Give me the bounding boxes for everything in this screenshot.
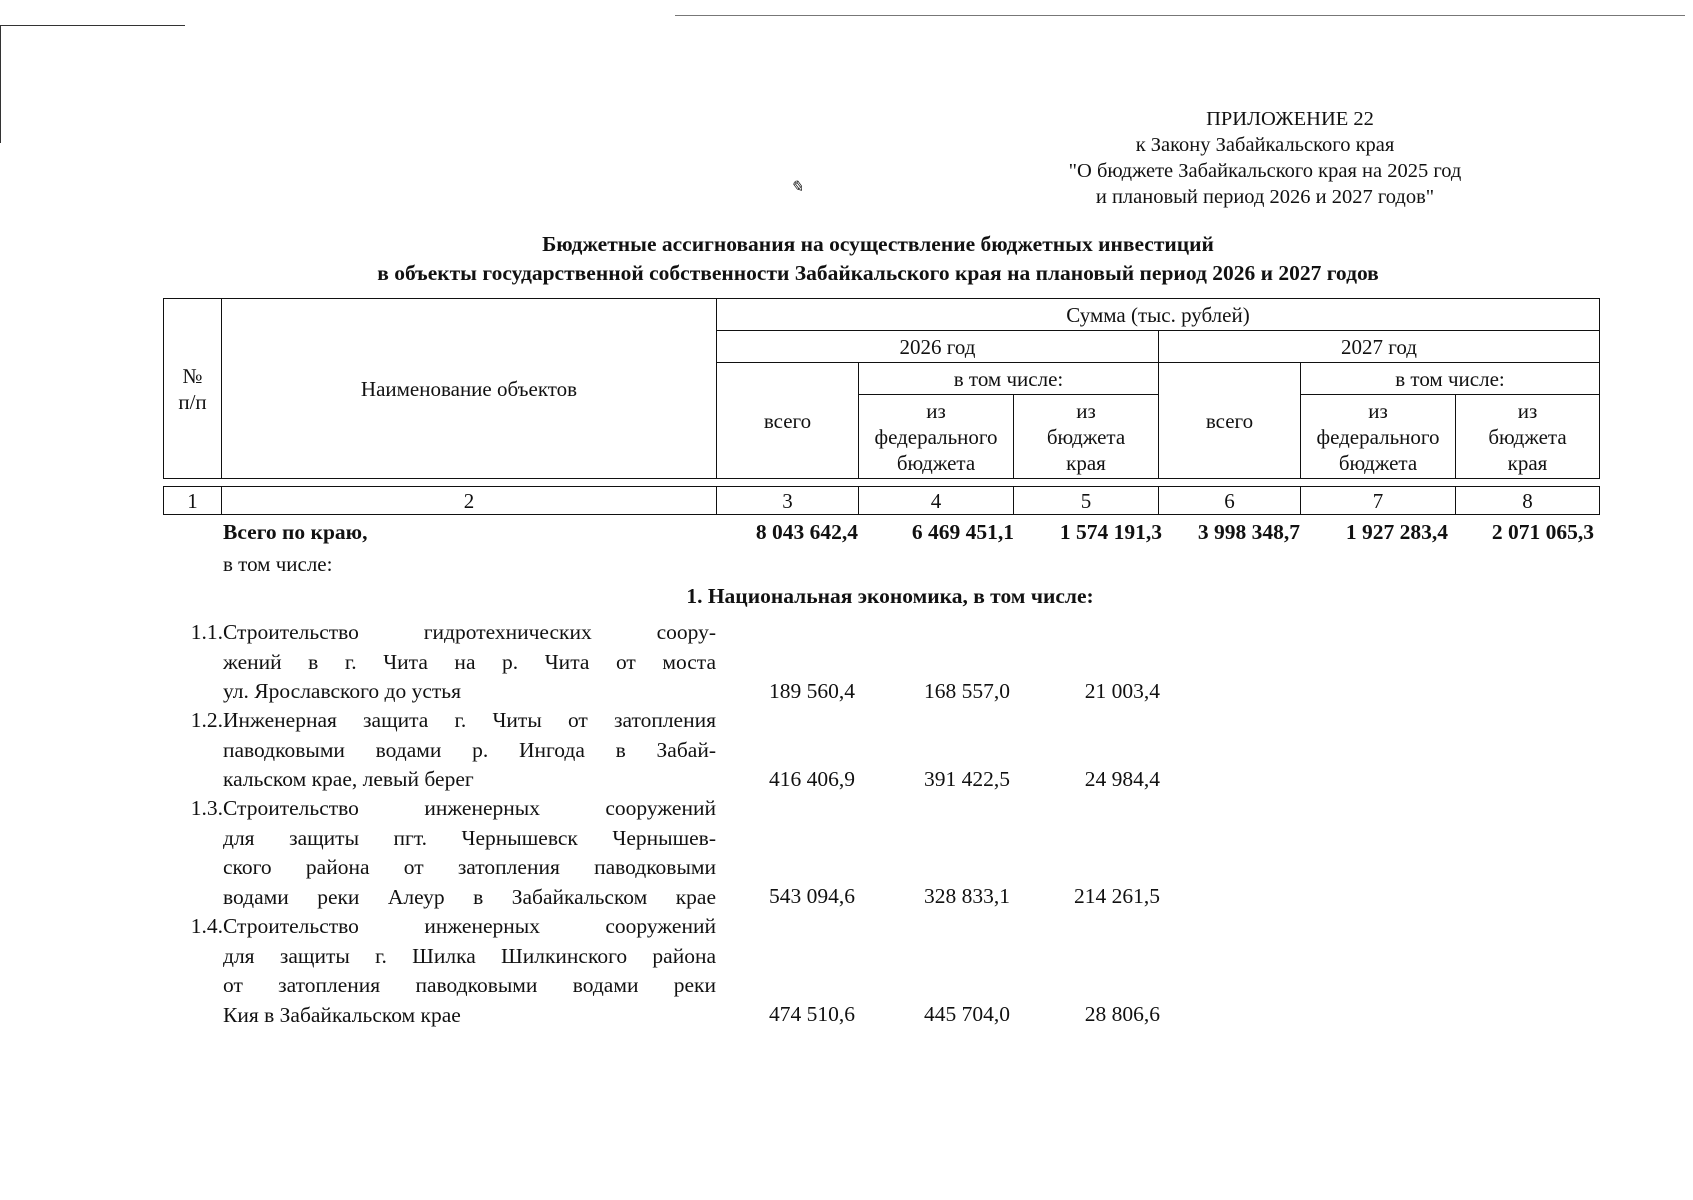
item-name-line: водами реки Алеур в Забайкальском крае <box>223 884 716 909</box>
header-total-2026: всего <box>717 363 859 479</box>
totals-row <box>163 520 1599 550</box>
item-name-line: ул. Ярославского до устья <box>223 679 462 703</box>
totals-label: Всего по краю, <box>223 520 368 544</box>
item-name <box>223 794 716 912</box>
scan-border-line <box>0 25 185 26</box>
item-federal: 168 557,0 <box>924 679 1010 703</box>
header-num: № п/п <box>164 299 222 479</box>
header-year-2027: 2027 год <box>1159 331 1600 363</box>
totals-sub-label: в том числе: <box>223 552 333 576</box>
header-year-2026: 2026 год <box>717 331 1159 363</box>
section-title: 1. Национальная экономика, в том числе: <box>686 584 1094 608</box>
item-name-line: кальском крае, левый берег <box>223 767 474 791</box>
item-name-line: для защиты пгт. Чернышевск Чернышев- <box>223 825 716 850</box>
item-name-line: Инженерная защита г. Читы от затопления <box>223 708 716 732</box>
total-value: 8 043 642,4 <box>755 520 858 544</box>
total-value: 3 998 348,7 <box>1197 520 1300 544</box>
item-regional: 28 806,6 <box>1084 1002 1160 1026</box>
item-name-line: жений в г. Чита на р. Чита от моста <box>223 649 716 674</box>
column-number: 1 <box>164 487 222 515</box>
column-number: 4 <box>859 487 1014 515</box>
total-value: 1 574 191,3 <box>1059 520 1162 544</box>
item-name <box>223 618 716 707</box>
header-including-2027: в том числе: <box>1301 363 1600 395</box>
item-number: 1.1. <box>190 620 223 644</box>
item-federal: 391 422,5 <box>924 767 1010 791</box>
header-including-2026: в том числе: <box>859 363 1159 395</box>
total-value: 2 071 065,3 <box>1491 520 1594 544</box>
item-name-line: Строительство инженерных сооружений <box>223 914 716 938</box>
item-regional: 24 984,4 <box>1084 767 1160 791</box>
header-sum: Сумма (тыс. рублей) <box>717 299 1600 331</box>
item-name-line: Строительство гидротехнических соору- <box>223 620 716 644</box>
item-name-line: Кия в Забайкальском крае <box>223 1002 461 1027</box>
annex-line: "О бюджете Забайкальского края на 2025 год <box>1068 160 1462 182</box>
column-number: 3 <box>717 487 859 515</box>
total-value: 6 469 451,1 <box>911 520 1014 544</box>
scan-speck: ✎ <box>790 179 804 196</box>
item-name-line: для защиты г. Шилка Шилкинского района <box>223 943 716 968</box>
item-federal: 445 704,0 <box>924 1002 1010 1026</box>
item-name-line: ского района от затопления паводковыми <box>223 855 716 879</box>
item-number: 1.4. <box>190 914 223 938</box>
column-number: 8 <box>1456 487 1600 515</box>
item-name <box>223 706 716 795</box>
document-title <box>160 230 1596 288</box>
annex-line: к Закону Забайкальского края <box>1135 134 1395 156</box>
document-title-line: Бюджетные ассигнования на осуществление бюджетных инвестиций <box>542 232 1214 256</box>
item-federal: 328 833,1 <box>924 884 1010 908</box>
column-number: 2 <box>222 487 717 515</box>
header-regional-2027: из бюджета края <box>1456 395 1600 479</box>
item-regional: 21 003,4 <box>1084 679 1160 703</box>
item-total: 189 560,4 <box>769 679 855 703</box>
item-regional: 214 261,5 <box>1074 884 1160 908</box>
item-name-line: Строительство инженерных сооружений <box>223 796 716 820</box>
item-name-line: от затопления паводковыми водами реки <box>223 973 716 997</box>
scan-border-line <box>0 25 1 143</box>
annex-line: и плановый период 2026 и 2027 годов" <box>1095 186 1435 208</box>
column-number: 5 <box>1014 487 1159 515</box>
header-federal-2027: из федерального бюджета <box>1301 395 1456 479</box>
item-number: 1.3. <box>190 796 223 820</box>
annex-header <box>985 106 1545 210</box>
header-total-2027: всего <box>1159 363 1301 479</box>
item-total: 474 510,6 <box>769 1002 855 1026</box>
header-name: Наименование объектов <box>222 299 717 479</box>
scan-border-line <box>675 15 1685 16</box>
table-header <box>163 298 1600 479</box>
column-number: 7 <box>1301 487 1456 515</box>
annex-title: ПРИЛОЖЕНИЕ 22 <box>1206 108 1374 130</box>
document-title-line: в объекты государственной собственности Забайкальского края на плановый период 2026 и 2027 годов <box>377 261 1379 285</box>
column-number: 6 <box>1159 487 1301 515</box>
total-value: 1 927 283,4 <box>1345 520 1448 544</box>
item-total: 543 094,6 <box>769 884 855 908</box>
header-regional-2026: из бюджета края <box>1014 395 1159 479</box>
header-federal-2026: из федерального бюджета <box>859 395 1014 479</box>
item-name <box>223 912 716 1030</box>
item-name-line: паводковыми водами р. Ингода в Забай- <box>223 737 716 762</box>
item-total: 416 406,9 <box>769 767 855 791</box>
column-numbers-row <box>163 486 1600 515</box>
item-number: 1.2. <box>190 708 223 732</box>
